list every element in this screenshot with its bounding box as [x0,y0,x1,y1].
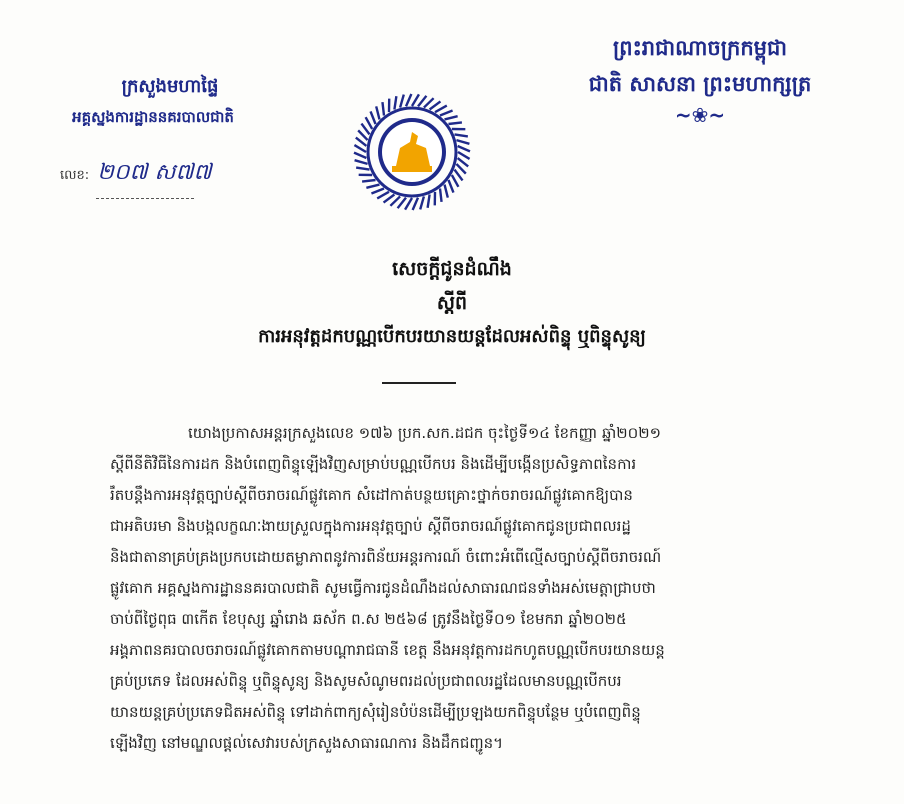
emblem-ray [371,111,376,124]
emblem-ray [406,94,411,106]
emblem-ray [394,96,396,109]
notice-body [110,418,830,759]
notice-heading: សេចក្តីជូនដំណឹង [392,258,512,280]
notice-subject: ការអនុវត្តដកបណ្ណបើកបរយានយន្តដែលអស់ពិន្ទុ ឬពិន្ទុសូន្យ [258,326,646,347]
kingdom-motto: ជាតិ សាសនា ព្រះមហាក្សត្រ [588,72,812,96]
body-line: យានយន្តគ្រប់ប្រភេទជិតអស់ពិន្ទុ ទៅដាក់ពាក្យសុំរៀនបំប៉នដើម្បីប្រឡងយកពិន្ទុបន្ថែម ឬបំពេញពិន្ទុ [110,703,641,721]
emblem-ray [354,145,366,152]
emblem-ray [405,198,412,210]
body-line: រឹតបន្តឹងការអនុវត្តច្បាប់ស្តីពីចរាចរណ៍ផ្លូវគោក សំដៅកាត់បន្ថយគ្រោះថ្នាក់ចរាចរណ៍ផ្លូវគោកឱ្យបាន [110,486,633,504]
emblem-ray [448,122,461,124]
emblem-ray [354,153,366,158]
emblem-ray [458,152,470,159]
body-line: ស្តីពីនីតិវិធីនៃការដក និងបំពេញពិន្ទុឡើងវិញសម្រាប់បណ្ណបើកបរ និងដើម្បីបង្កើនប្រសិទ្ធភាពនៃការ [110,455,637,473]
emblem-ray [355,160,368,164]
emblem-ray [452,175,459,187]
emblem-ray [445,116,458,119]
emblem-ray [356,168,369,170]
reference-number: ២០៧ ស៧៧ [97,160,212,185]
reference-number-row [60,158,212,190]
emblem-ray [384,194,395,202]
emblem-ray [412,94,419,106]
emblem-ray [382,102,384,115]
body-line: ផ្លូវគោក អគ្គស្នងការដ្ឋាននគរបាលជាតិ សូមធ្វើការជូនដំណឹងដល់សាធារណជនទាំងអស់មេត្តាជ្រាបថា [110,579,656,597]
ministry-header [40,72,300,132]
emblem-ray [413,198,418,210]
emblem-ray [371,188,384,193]
emblem-ray [454,170,462,181]
emblem-ray [448,180,453,193]
body-line: ជាអតិបរមា និងបង្កលក្ខណៈងាយស្រួលក្នុងការអនុវត្តច្បាប់ ស្តីពីចរាចរណ៍ផ្លូវគោកជូនប្រជាពលរដ្ឋ [110,517,631,535]
ornament-icon: ~❀~ [674,103,726,127]
emblem-ray [361,124,369,135]
body-line: អង្គភាពនគរបាលចរាចរណ៍ផ្លូវគោកតាមបណ្តារាជធានី ខេត្ត នឹងអនុវត្តការដកហូតបណ្ណបើកបរយានយន្ត [110,641,665,659]
emblem-ray [362,180,375,182]
body-line: និងជាតានាគ្រប់គ្រងប្រកបដោយតម្លាភាពនូវការពិន័យអន្តរការណ៍ ចំពោះអំពើល្មើសច្បាប់ស្តីពីចរាចរណ៍ [110,548,662,566]
emblem-ray [377,192,389,199]
police-emblem-icon [352,92,472,212]
emblem-ray [440,188,442,201]
emblem-ray [366,185,379,188]
reference-divider [96,198,194,199]
emblem-ray [376,106,379,119]
notice-subject-label: ស្តីពី [436,292,468,314]
emblem-base [392,166,432,172]
emblem-ray [366,117,373,129]
emblem-ray [430,101,441,109]
department-name: អគ្គស្នងការដ្ឋាននគរបាលជាតិ [72,108,234,126]
notice-title-block [0,252,904,354]
emblem-ray [445,185,448,198]
emblem-ray [435,106,447,113]
emblem-ray [454,134,467,136]
kingdom-header [540,30,860,128]
body-line: ចាប់ពីថ្ងៃពុធ ៣កើត ខែបុស្ស ឆ្នាំរោង ឆស័ក ព.ស ២៥៦៨ ត្រូវនឹងថ្ងៃទី០១ ខែមករា ឆ្នាំ២០២៥ [110,610,627,628]
body-line: ឡើងវិញ នៅមណ្ឌលផ្តល់សេវារបស់ក្រសួងសាធារណការ និងដឹកជញ្ជូន។ [110,734,504,752]
emblem-ray [458,146,470,151]
body-line: គ្រប់ប្រភេទ ដែលអស់ពិន្ទុ ឬពិន្ទុសូន្យ និងសូមសំណូមពរដល់ប្រជាពលរដ្ឋដែលមានបណ្ណបើកបរ [110,672,622,690]
kingdom-title: ព្រះរាជាណាចក្រកម្ពុជា [612,36,787,60]
emblem-ray [440,111,453,116]
emblem-ray [428,194,430,207]
emblem-ray [400,95,404,108]
title-divider [382,382,456,384]
ministry-name: ក្រសួងមហាផ្ទៃ [121,76,219,97]
body-line: យោងប្រកាសអន្តរក្រសួងលេខ ១៧៦ ប្រក.សក.ដជក ចុះថ្ងៃទី១៤ ខែកញ្ញា ឆ្នាំ២០២១ [188,424,661,442]
reference-label: លេខ: [60,168,90,183]
emblem-ray [420,196,424,209]
emblem-ray [456,140,469,144]
